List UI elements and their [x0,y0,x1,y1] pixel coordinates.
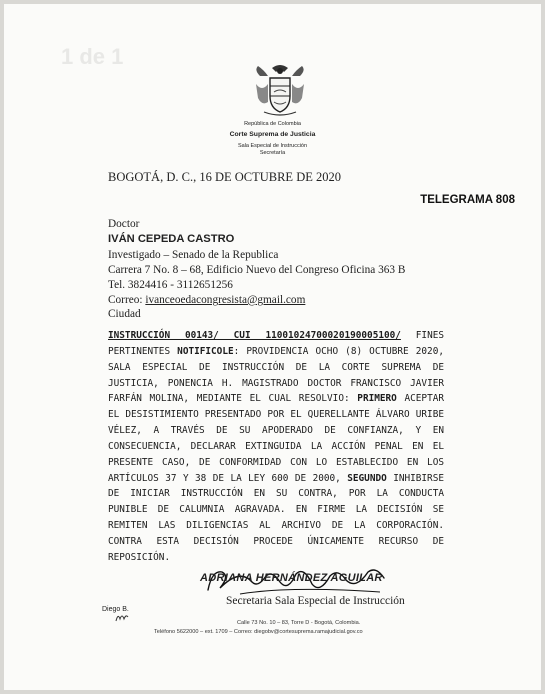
drafter-initials: Diego B. [102,606,129,613]
letterhead-office: Secretaría [259,150,286,156]
recipient-role: Investigado – Senado de la Republica [108,249,279,261]
footer-contact: Teléfono 5622000 – ext. 1709 – Correo: diegobv@cortesuprema.ramajudicial.gov.co [154,629,363,635]
letterhead-chamber: Sala Especial de Instrucción [237,143,308,149]
page-indicator: 1 de 1 [61,44,124,69]
first-resolution-keyword: PRIMERO [357,393,397,405]
case-reference: INSTRUCCIÓN 00143/ CUI 11001024700020190005100/ [108,330,401,341]
letterhead-republic: República de Colombia [244,121,301,127]
telegram-number: TELEGRAMA 808 [420,194,515,206]
second-resolution-keyword: SEGUNDO [347,472,387,484]
body-fragment: ACEPTAR EL DESISTIMIENTO PRESENTADO POR EL QUERELLANTE ÁLVARO URIBE VÉLEZ, A TRAVÉS DE SU APODERADO DE CONFIANZA, Y EN CONSECUENCIA, DECLARAR EXTINGUIDA LA ACCIÓN PENAL EN EL PRESENTE CASO, DE CONFORMIDAD CON LO ESTABLECIDO EN LOS ARTÍCULOS 37 Y 38 DE LA LEY 600 DE 2000, [108,393,445,484]
date-line: BOGOTÁ, D. C., 16 DE OCTUBRE DE 2020 [108,170,341,184]
body-fragment: INHIBIRSE DE INICIAR INSTRUCCIÓN EN SU CONTRA, POR LA CONDUCTA PUNIBLE DE CALUMNIA AGRAVADA. EN FIRME LA DECISIÓN SE REMITEN LAS DILIGENCIAS AL ARCHIVO DE LA CORPORACIÓN. CONTRA ESTA DECISIÓN PROCEDE ÚNICAMENTE RECURSO DE REPOSICIÓN. [108,472,444,563]
signatory-name: ADRIANA HERNÁNDEZ AGUILAR [200,572,383,584]
recipient-name: IVÁN CEPEDA CASTRO [108,233,235,245]
letterhead-court: Corte Suprema de Justicia [229,131,316,138]
body-fragment: : PROVIDENCIA OCHO (8) OCTUBRE 2020, SALA ESPECIAL DE INSTRUCCIÓN DE LA CORTE SUPREMA DE JUSTICIA, PONENCIA H. MAGISTRADO DOCTOR FRANCISCO JAVIER FARFÁN MOLINA, MEDIANTE EL CUAL RESOLVIO: [108,345,444,405]
footer-address: Calle 73 No. 10 – 83, Torre D - Bogotá, Colombia. [237,620,361,626]
recipient-title: Doctor [108,218,140,230]
signatory-role: Secretaria Sala Especial de Instrucción [226,595,405,607]
recipient-email-line [108,294,305,306]
recipient-address: Carrera 7 No. 8 – 68, Edificio Nuevo del Congreso Oficina 363 B [108,264,406,276]
email-label: Correo: [108,294,146,306]
recipient-email-link[interactable]: ivanceoedacongresista@gmail.com [145,294,306,306]
notify-keyword: NOTIFICOLE [177,345,234,357]
recipient-phone: Tel. 3824416 - 3112651256 [108,279,233,291]
recipient-city: Ciudad [108,308,141,320]
coat-of-arms-seal [250,62,310,120]
body-fragment: FINES PERTINENTES [108,330,444,357]
initials-scribble [115,611,129,623]
document-page [4,4,541,690]
notification-body [108,328,444,566]
